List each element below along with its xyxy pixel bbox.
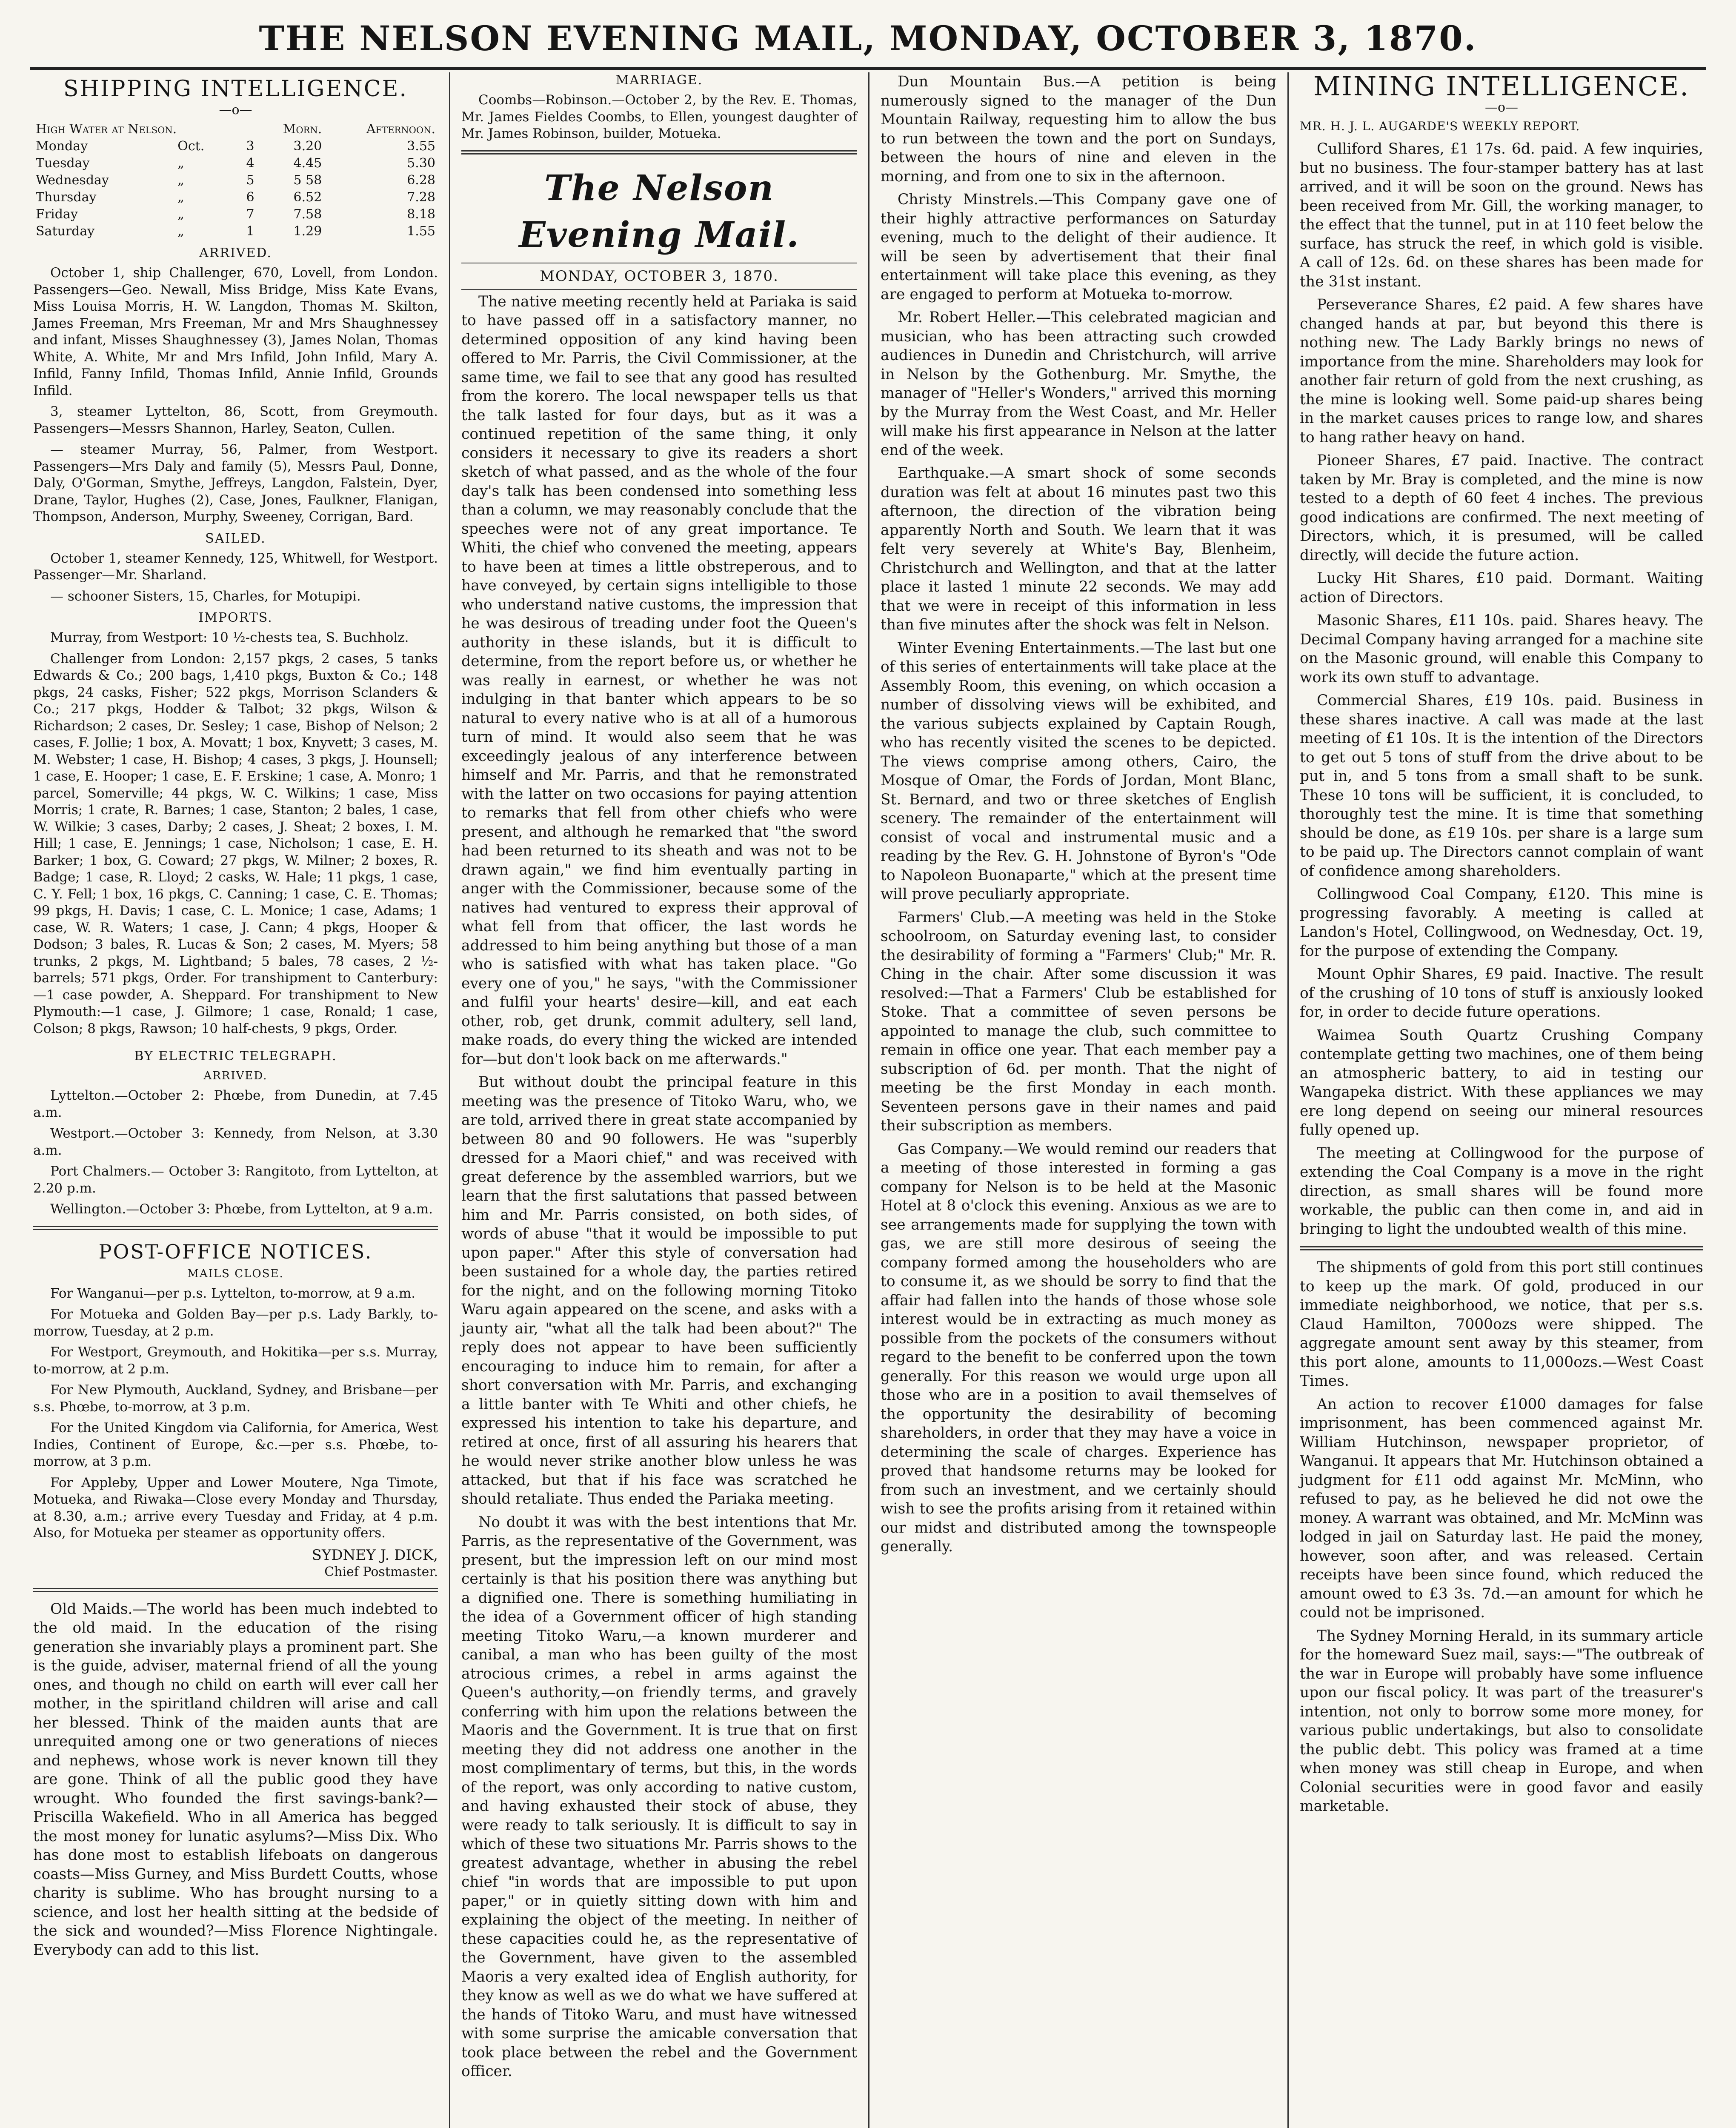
news-paragraph: The Sydney Morning Herald, in its summary article for the homeward Suez mail, says:—"The outbreak of the war in Europe will probably have some influence upon our fiscal policy. It was part of the treasurer's intention, not only to borrow some more money, for various public undertakings, but also to consolidate the public debt. This policy was framed at a time when money was still cheap in Europe, and when Colonial securities were in good favor and easily marketable. (1300, 1627, 1703, 1815)
mining-entry: Perseverance Shares, £2 paid. A few shares have changed hands at par, but beyond this there is nothing new. The Lady Barkly brings no news of importance from the mine. Shareholders may look for another fair return of gold from the next crushing, as the mine is looking well. Some paid-up shares being in the market causes prices to range low, and shares to hang rather heavy on hand. (1300, 296, 1703, 446)
shipping-ornament: —o— (219, 103, 252, 117)
paper-title: The Nelson Evening Mail. (519, 167, 800, 255)
title-rule (461, 289, 857, 290)
arrived-list (33, 265, 438, 526)
tide-cell: 5 (246, 173, 255, 188)
tide-cell: 3.20 (293, 139, 322, 154)
telegraph-sub: ARRIVED. (203, 1070, 268, 1082)
import-entry: Challenger from London: 2,157 pkgs, 2 cases, 5 tanks Edwards & Co.; 200 bags, 1,410 pkgs, Buxton & Co.; 148 pkgs, 24 casks, Fisher; 522 pkgs, Morrison Sclanders & Co.; 217 pkgs, Hodder & Talbot; 32 pkgs, Wilson & Richardson; 2 cases, Dr. Sesley; 1 case, Bishop of Nelson; 2 cases, F. Jollie; 1 box, A. Movatt; 1 box, Knyvett; 3 cases, M. M. Webster; 1 case, H. Bishop; 4 cases, 3 pkgs, J. Hounsell; 1 case, E. Hooper; 1 case, E. F. Erskine; 1 case, A. Monro; 1 parcel, Somerville; 44 pkgs, W. C. Wilkins; 1 case, Miss Morris; 1 crate, R. Barnes; 1 case, Stanton; 2 bales, 1 case, W. Wilkie; 3 cases, Darby; 2 cases, J. Sheat; 2 boxes, I. M. Hill; 1 case, E. Jennings; 1 case, Nicholson; 1 case, E. H. Barker; 1 box, G. Coward; 27 pkgs, W. Milner; 2 boxes, R. Badge; 1 case, R. Lloyd; 2 casks, W. Hale; 11 pkgs, 1 case, C. Y. Fell; 1 box, 16 pkgs, C. Canning; 1 case, C. E. Thomas; 99 pkgs, H. Davis; 1 case, C. L. Monice; 1 case, Adams; 1 case, W. R. Waters; 1 case, J. Cann; 4 pkgs, Hooper & Dodson; 3 bales, R. Lucas & Son; 2 cases, M. Myers; 58 trunks, 2 pkgs, M. Lightband; 5 bales, 78 cases, 2 ½-barrels; 571 pkgs, Order. For transhipment to Canterbury:—1 case powder, A. Sheppard. For transhipment to New Plymouth:—1 case, J. Gilmore; 1 case, Ronald; 1 case, Colson; 8 pkgs, Rawson; 10 half-chests, 9 pkgs, Order. (33, 651, 438, 1036)
tide-cell: Monday (36, 139, 88, 154)
telegraph-entry: Lyttelton.—October 2: Phœbe, from Dunedin, at 7.45 a.m. (33, 1088, 438, 1120)
tide-cell: 6.52 (293, 190, 322, 205)
section-divider (33, 1226, 438, 1230)
telegraph-list (33, 1087, 438, 1218)
mining-entry: Commercial Shares, £19 10s. paid. Business in these shares inactive. A call was made at the last meeting of £1 10s. It is the intention of the Directors to get out 5 tons of stuff from the drive about to be put in, and 5 tons from a small shaft to be sunk. These 10 tons will be sufficient, it is concluded, to thoroughly test the mine. It is time that something should be done, as £19 10s. per share is a large sum to be paid up. The Directors cannot complain of want of confidence among shareholders. (1300, 692, 1703, 880)
tide-cell: Friday (36, 207, 78, 222)
tide-cell: 5.30 (407, 156, 435, 171)
tide-row (33, 223, 438, 240)
old-maids-article: Old Maids.—The world has been much indebted to the old maid. In the education of the rising generation she invariably plays a prominent part. She is the guide, adviser, maternal friend of all the young ones, and though no child on earth will ever call her mother, in the spiritland children will arise and call her blessed. Think of the maiden aunts that are unrequited among one or two generations of nieces and nephews, whose work is never known till they are gone. Think of all the public good they have wrought. Who founded the first savings-bank?—Priscilla Wakefield. Who in all America has begged the most money for lunatic asylums?—Miss Dix. Who has done most to establish lifeboats on dangerous coasts—Miss Gurney, and Miss Burdett Coutts, whose charity is sublime. Who has brought nursing to a science, and lost her health sitting at the bedside of the sick and wounded?—Miss Florence Nightingale. Everybody can add to this list. (33, 1600, 438, 1959)
mail-close-entry: For New Plymouth, Auckland, Sydney, and Brisbane—per s.s. Phœbe, to-morrow, at 3 p.m. (33, 1382, 438, 1415)
tide-cell: Saturday (36, 224, 95, 239)
tide-cell: 5 58 (293, 173, 322, 188)
dateline: MONDAY, OCTOBER 3, 1870. (540, 267, 779, 285)
section-divider (33, 1588, 438, 1592)
tide-cell: Tuesday (36, 156, 90, 171)
tide-row (33, 189, 438, 206)
tide-cell: Wednesday (36, 173, 109, 188)
imports-title: IMPORTS. (198, 610, 273, 625)
mining-report-title: MR. H. J. L. AUGARDE'S WEEKLY REPORT. (1300, 119, 1580, 133)
news-paragraph: Dun Mountain Bus.—A petition is being numerously signed to the manager of the Dun Mountain Railway, requesting him to allow the bus to run between the town and the port on Sundays, between the hours of nine and eleven in the morning, and from one to six in the afternoon. (881, 73, 1276, 185)
column-2 (449, 72, 868, 2128)
tide-cell: 8.18 (407, 207, 435, 222)
mining-title: MINING INTELLIGENCE. (1313, 72, 1690, 102)
news-paragraph: Gas Company.—We would remind our readers that a meeting of those interested in forming a gas company for Nelson is to be held at the Masonic Hotel at 8 o'clock this evening. Anxious as we are to see arrangements made for supplying the town with gas, we are still more desirous of seeing the company formed among the householders who are to consume it, as we should be sorry to find that the affair had fallen into the hands of those whose sole interest would be in extracting as much money as possible from the pockets of the consumers without regard to the benefit to be conferred upon the town generally. For this reason we would urge upon all those who are in a position to avail themselves of the opportunity the desirability of becoming shareholders, in order that they may have a voice in determining the scale of charges. Experience has proved that handsome returns may be looked for from such an investment, and we certainly should wish to see the profits arising from it retained within our midst and distributed among the townspeople generally. (881, 1140, 1276, 1555)
tide-row (33, 172, 438, 189)
column-4 (1287, 72, 1707, 2128)
mail-close-entry: For Motueka and Golden Bay—per p.s. Lady Barkly, to-morrow, Tuesday, at 2 p.m. (33, 1307, 438, 1339)
news-paragraph: An action to recover £1000 damages for false imprisonment, has been commenced against Mr. William Hutchinson, newspaper proprietor, of Wanganui. It appears that Mr. Hutchinson obtained a judgment for £11 odd against Mr. McMinn, who refused to pay, as he believed he did not owe the money. A warrant was obtained, and Mr. McMinn was lodged in jail on Saturday last. He paid the money, however, soon after, and was released. Certain receipts have been since found, which reduced the amount owed to £3 3s. 7d.—an amount for which he could not be imprisoned. (1300, 1396, 1703, 1621)
tide-cell: 3 (246, 139, 255, 154)
mining-entry: Mount Ophir Shares, £9 paid. Inactive. The result of the crushing of 10 tons of stuff is anxiously looked for, in order to decide future operations. (1300, 966, 1703, 1021)
mining-entry: Culliford Shares, £1 17s. 6d. paid. A few inquiries, but no business. The four-stamper battery has at last arrived, and it will be soon on the ground. News has been received from Mr. Gill, the working manager, to the effect that the tunnel, put in at 110 feet below the surface, has struck the reef, in which gold is visible. A call of 12s. 6d. on these shares has been made for the 31st instant. (1300, 140, 1703, 290)
mining-ornament: —o— (1484, 100, 1519, 115)
tide-cell: „ (177, 207, 184, 222)
tide-cell: 1.29 (293, 224, 322, 239)
news-paragraph: Mr. Robert Heller.—This celebrated magician and musician, who has been attracting such crowded audiences in Dunedin and Christchurch, will arrive in Nelson by the Gothenburg. Mr. Smythe, the manager of "Heller's Wonders," arrived this morning by the Murray from the West Coast, and Mr. Heller will make his first appearance in Nelson at the latter end of the week. (881, 309, 1276, 459)
tide-header-morn: Morn. (283, 122, 322, 137)
tide-cell: 7.28 (407, 190, 435, 205)
post-office-list (33, 1285, 438, 1542)
tide-cell: „ (177, 173, 184, 188)
mining-entry: The meeting at Collingwood for the purpose of extending the Coal Company is a move in the right direction, as small shares will be found more workable, the public can then come in, and aid in bringing to light the undoubted wealth of this mine. (1300, 1144, 1703, 1238)
post-office-sub: MAILS CLOSE. (187, 1267, 284, 1280)
tide-cell: 1.55 (407, 224, 435, 239)
tide-row (33, 138, 438, 155)
tide-table (33, 121, 438, 240)
local-news-list (881, 72, 1276, 1556)
mail-close-entry: For the United Kingdom via California, for America, West Indies, Continent of Europe, &c.—per s.s. Phœbe, to-morrow, at 3 p.m. (33, 1420, 438, 1469)
telegraph-entry: Port Chalmers.— October 3: Rangitoto, from Lyttelton, at 2.20 p.m. (33, 1164, 438, 1196)
sailing-entry: — schooner Sisters, 15, Charles, for Motupipi. (50, 588, 361, 604)
tide-cell: „ (177, 224, 184, 239)
arrival-entry: — steamer Murray, 56, Palmer, from Westport. Passengers—Mrs Daly and family (5), Messrs Paul, Donne, Daly, O'Gorman, Smythe, Jeffreys, Langdon, Falstein, Dyer, Drane, Taylor, Hughes (2), Case, Jones, Faulkner, Flanigan, Thompson, Anderson, Murphy, Sweeney, Corrigan, Bard. (33, 442, 438, 524)
mail-close-entry: For Appleby, Upper and Lower Moutere, Nga Timote, Motueka, and Riwaka—Close every Monday and Thursday, at 8.30, a.m.; arrive every Tuesday and Friday, at 4 p.m. Also, for Motueka per steamer as opportunity offers. (33, 1475, 438, 1541)
news-paragraph: Farmers' Club.—A meeting was held in the Stoke schoolroom, on Saturday evening last, to consider the desirability of forming a "Farmers' Club;" Mr. R. Ching in the chair. After some discussion it was resolved:—That a Farmers' Club be established for Stoke. That a committee of seven persons be appointed to manage the club, such committee to remain in office one year. That each member pay a subscription of 6d. per month. That the night of meeting be the first Monday in each month. Seventeen persons gave in their names and paid their subscription as members. (881, 909, 1276, 1134)
section-divider (461, 150, 857, 154)
mail-close-entry: For Wanganui—per p.s. Lyttelton, to-morrow, at 9 a.m. (50, 1285, 416, 1301)
tide-cell: 3.55 (407, 139, 435, 154)
mining-entry: Waimea South Quartz Crushing Company contemplate getting two machines, one of them being an atmospheric battery, to aid in testing our Wangapeka district. With these appliances we may ere long depend on seeing our mineral resources fully opened up. (1300, 1027, 1703, 1138)
col4-news-list (1300, 1258, 1703, 1816)
tide-cell: 4.45 (293, 156, 322, 171)
tide-cell: „ (177, 156, 184, 171)
tide-cell: Thursday (36, 190, 97, 205)
editorial-paragraph: No doubt it was with the best intentions that Mr. Parris, as the representative of the Government, was present, but the impression left on our mind most certainly is that his position there was anything but a dignified one. There is something humiliating in the idea of a Government officer of high standing meeting Titoko Waru,—a known murderer and canibal, a man who has been guilty of the most atrocious crimes, a rebel in arms against the Queen's authority,—on friendly terms, and gravely conferring with him upon the relations between the Maoris and the Government. It is true that on first meeting they did not address one another in the most complimentary of terms, but this, in the words of the report, was only according to native custom, and having exhausted their stock of abuse, they were ready to talk seriously. It is difficult to say in which of these two situations Mr. Parris shows to the greatest advantage, whether in abusing the rebel chief "in words that are impossible to put upon paper," or in quietly sitting down with him and explaining the object of the meeting. In neither of these capacities could he, as the representative of the Government, have given to the assembled Maoris a very exalted idea of English authority, for they know as well as we do what we have suffered at the hands of Titoko Waru, and must have witnessed with some surprise the amicable conversation that took place between the rebel and the Government officer. (461, 1513, 857, 2080)
tide-row (33, 206, 438, 223)
imports-list (33, 629, 438, 1037)
masthead: THE NELSON EVENING MAIL, MONDAY, OCTOBER 3, 1870. (259, 18, 1477, 58)
mail-close-entry: For Westport, Greymouth, and Hokitika—per s.s. Murray, to-morrow, at 2 p.m. (33, 1344, 438, 1377)
masthead-rule (30, 67, 1706, 70)
sailed-title: SAILED. (205, 531, 266, 546)
tide-cell: 7.58 (293, 207, 322, 222)
marriage-title: MARRIAGE. (615, 73, 703, 88)
mining-list (1300, 140, 1703, 1238)
tide-cell: „ (177, 190, 184, 205)
post-office-signature-title: Chief Postmaster. (324, 1564, 438, 1579)
tide-cell: Oct. (177, 139, 205, 154)
telegraph-entry: Westport.—October 3: Kennedy, from Nelson, at 3.30 a.m. (33, 1126, 438, 1158)
tide-cell: 4 (246, 156, 255, 171)
tide-cell: 6.28 (407, 173, 435, 188)
mining-entry: Collingwood Coal Company, £120. This mine is progressing favorably. A meeting is called at Landon's Hotel, Collingwood, on Wednesday, Oct. 19, for the purpose of extending the Company. (1300, 886, 1703, 960)
mining-entry: Pioneer Shares, £7 paid. Inactive. The contract taken by Mr. Bray is completed, and the mine is now tested to a depth of 60 feet 4 inches. The previous good indications are confirmed. The next meeting of Directors, which, it is presumed, will be called directly, will decide the future action. (1300, 452, 1703, 564)
marriage-notice: Coombs—Robinson.—October 2, by the Rev. E. Thomas, Mr. James Fieldes Coombs, to Ellen, youngest daughter of Mr. James Robinson, builder, Motueka. (461, 92, 857, 141)
telegraph-title: BY ELECTRIC TELEGRAPH. (134, 1049, 337, 1064)
sailed-list (33, 550, 438, 605)
news-paragraph: Christy Minstrels.—This Company gave one of their highly attractive performances on Saturday evening, much to the delight of their audience. It will be seen by advertisement that their final entertainment will take place this evening, as they are engaged to perform at Motueka to-morrow. (881, 191, 1276, 303)
section-divider (1300, 1246, 1703, 1250)
arrival-entry: 3, steamer Lyttelton, 86, Scott, from Greymouth. Passengers—Messrs Shannon, Harley, Seaton, Cullen. (33, 404, 438, 436)
shipping-title: SHIPPING INTELLIGENCE. (63, 76, 408, 102)
import-entry: Murray, from Westport: 10 ½-chests tea, S. Buchholz. (50, 630, 409, 645)
editorial-paragraph: But without doubt the principal feature in this meeting was the presence of Titoko Waru, who, we are told, arrived there in great state accompanied by between 80 and 90 followers. He was "superbly dressed for a Maori chief," and was received with great deference by the assembled warriors, but we learn that the first salutations that passed between him and Mr. Parris consisted, on both sides, of words of abuse "that it would be impossible to put upon paper." After this style of conversation had been sustained for a whole day, the parties retired for the night, and on the following morning Titoko Waru again appeared on the scene, and asks with a jaunty air, "what all the talk had been about?" The reply does not appear to have been sufficiently encouraging to induce him to remain, for after a short conversation with Mr. Parris, and exchanging a little banter with Te Whiti and other chiefs, he expressed his intention to take his departure, and retired at once, first of all assuring his hearers that he would never strike another blow unless he was attacked, but that if his face was scratched he should retaliate. Thus ended the Pariaka meeting. (461, 1074, 857, 1507)
news-paragraph: The shipments of gold from this port still continues to keep up the mark. Of gold, produced in our immediate neighborhood, we notice, that per s.s. Claud Hamilton, 7000ozs were shipped. The aggregate amount sent away by this steamer, from this port alone, amounts to 11,000ozs.—West Coast Times. (1300, 1259, 1703, 1390)
post-office-title: POST-OFFICE NOTICES. (98, 1240, 373, 1263)
editorial-paragraph: The native meeting recently held at Pariaka is said to have passed off in a satisfactory manner, no determined opposition of any kind having been offered to Mr. Parris, the Civil Commissioner, at the same time, we fail to see that any good has resulted from the korero. The local newspaper tells us that the talk lasted for four days, but as it was a continued repetition of the same thing, it only considers it necessary to give its readers a short sketch of what passed, and as the whole of the four day's talk has been condensed into something less than a column, we may reasonably conclude that the speeches were not of any great importance. Te Whiti, the chief who convened the meeting, appears to have been at times a little obstreperous, and to have conveyed, by certain signs intelligible to those who understand native customs, the impression that he was desirous of treading under foot the Queen's authority in these islands, but it is difficult to determine, from the report before us, or whether he was really in earnest, or whether he was not indulging in that banter which appears to be so natural to every native who is at all of a humorous turn of mind. It would also seem that he was exceedingly jealous of any interference between himself and Mr. Parris, and that he remonstrated with the latter on two occasions for paying attention to remarks that fell from other chiefs who were present, and although he remarked that "the sword had been returned to its sheath and was not to be drawn again," we find him eventually parting in anger with the Commissioner, because some of the natives had ventured to express their approval of what fell from that officer, the last words he addressed to him being anything but those of a man who is satisfied with what has taken place. "Go every one of you," he says, "with the Commissioner and fulfil your hearts' desire—kill, and eat each other, rob, get drunk, commit adultery, sell land, make roads, do every thing the wicked are intended for—but don't look back on me afterwards." (461, 293, 857, 1068)
tide-header-afternoon: Afternoon. (366, 122, 435, 137)
telegraph-entry: Wellington.—October 3: Phœbe, from Lyttelton, at 9 a.m. (50, 1201, 433, 1217)
tide-header-label: High Water at Nelson. (36, 122, 177, 137)
arrival-entry: October 1, ship Challenger, 670, Lovell, from London. Passengers—Geo. Newall, Miss Bridge, Miss Kate Evans, Miss Louisa Morris, H. W. Langdon, Thomas M. Skilton, James Freeman, Mrs Freeman, Mr and Mrs Shaughnessey and infant, Misses Shaughnessey (3), James Nolan, Thomas White, A. White, Mr and Mrs Infild, John Infild, Mary A. Infild, Fanny Infild, Thomas Infild, Annie Infild, Grounds Infild. (33, 265, 438, 398)
mining-entry: Masonic Shares, £11 10s. paid. Shares heavy. The Decimal Company having arranged for a machine site on the Masonic ground, will enable this Company to work its own stuff to advantage. (1300, 612, 1703, 686)
tide-cell: 7 (246, 207, 255, 222)
arrived-title: ARRIVED. (199, 246, 272, 260)
column-3 (868, 72, 1287, 2128)
mining-entry: Lucky Hit Shares, £10 paid. Dormant. Waiting action of Directors. (1300, 570, 1703, 606)
tide-row (33, 155, 438, 172)
editorial-article (461, 292, 857, 2081)
news-paragraph: Earthquake.—A smart shock of some seconds duration was felt at about 16 minutes past two this afternoon, the direction of the vibration being apparently North and South. We learn that it was felt very severely at White's Bay, Blenheim, Christchurch and Wellington, and that at the latter place it lasted 1 minute 22 seconds. We may add that we were in receipt of this information in less than five minutes after the shock was felt in Nelson. (881, 465, 1276, 633)
tide-cell: 1 (246, 224, 255, 239)
post-office-signature: SYDNEY J. DICK, (312, 1546, 438, 1564)
column-1 (30, 72, 449, 2128)
tide-cell: 6 (246, 190, 255, 205)
news-paragraph: Winter Evening Entertainments.—The last but one of this series of entertainments will take place at the Assembly Room, this evening, on which occasion a number of dissolving views will be exhibited, and the various subjects explained by Captain Rough, who has recently visited the scenes to be depicted. The views comprise among others, Cairo, the Mosque of Omar, the Fords of Jordan, Mont Blanc, St. Bernard, and two or three sketches of English scenery. The remainder of the entertainment will consist of vocal and instrumental music and a reading by the Rev. G. H. Johnstone of Byron's "Ode to Napoleon Buonaparte," which at the present time will prove peculiarly appropriate. (881, 639, 1276, 903)
sailing-entry: October 1, steamer Kennedy, 125, Whitwell, for Westport. Passenger—Mr. Sharland. (33, 550, 438, 583)
